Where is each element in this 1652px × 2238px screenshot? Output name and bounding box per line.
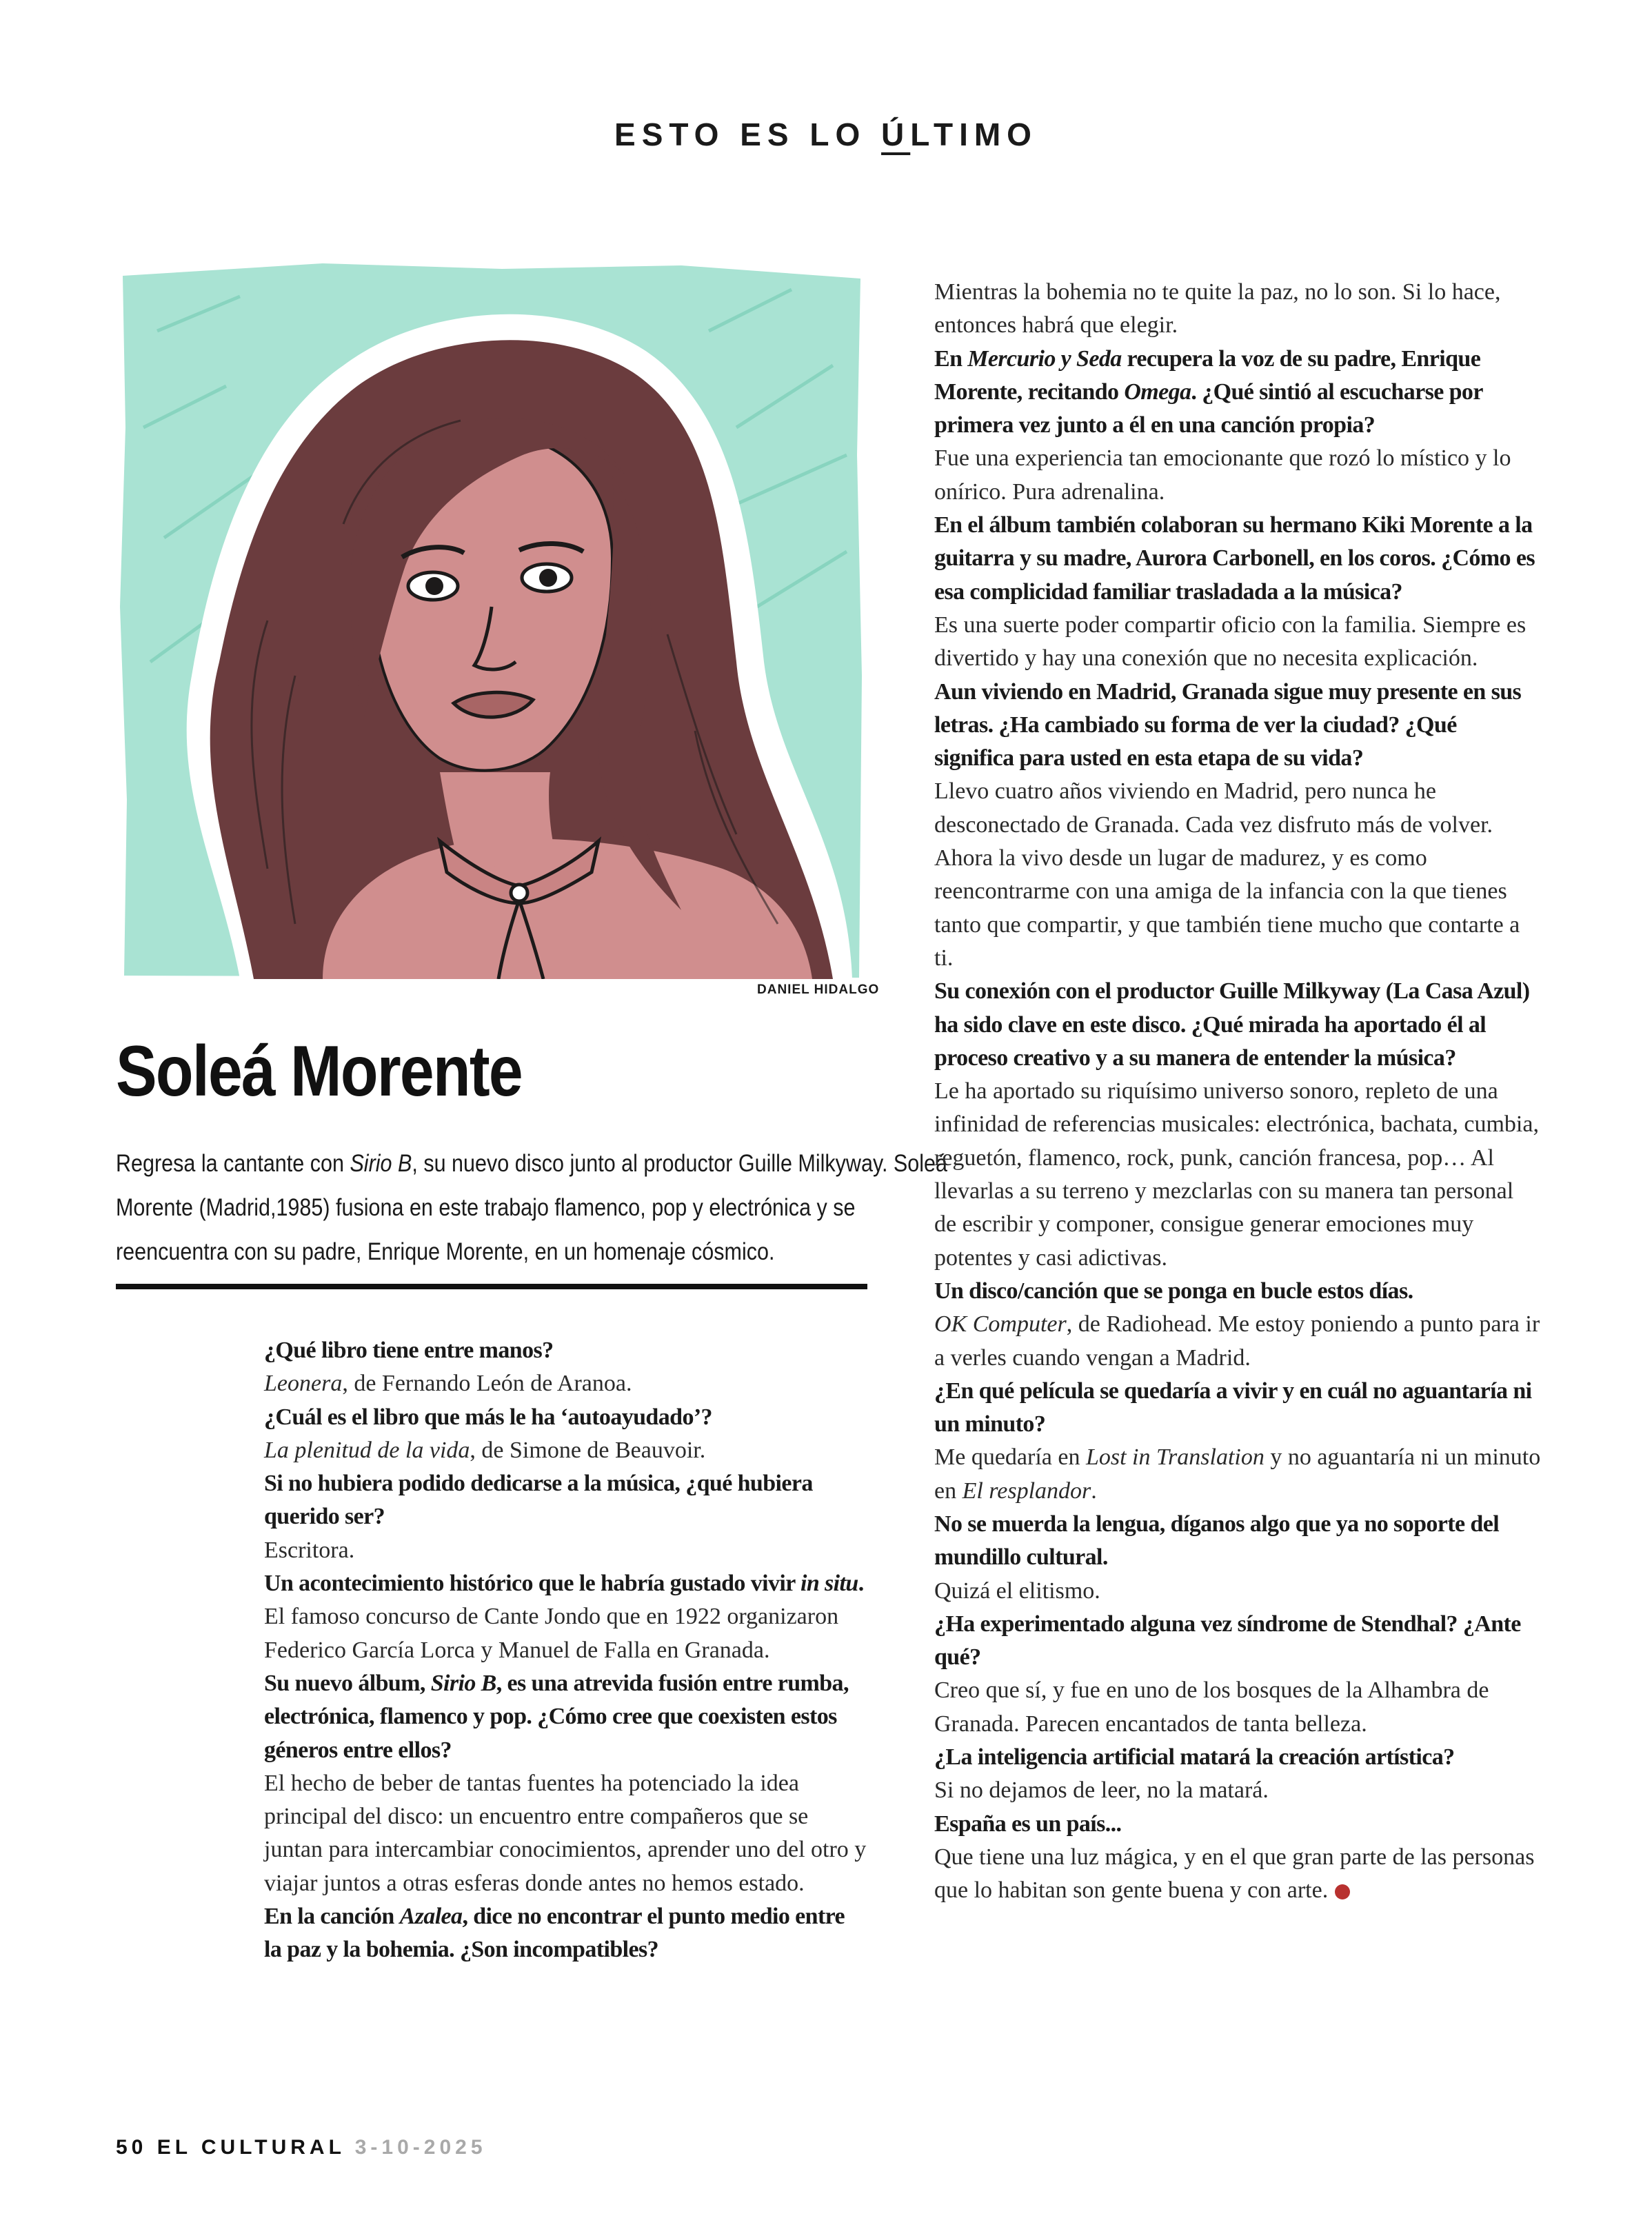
portrait-illustration — [116, 248, 867, 979]
issue-date: 3-10-2025 — [354, 2136, 487, 2159]
text-run: El hecho de beber de tantas fuentes ha potenciado la idea principal del disco: un encuentro entre compañeros que se juntan para intercambiar conocimientos, aprender uno del otro y viajar juntos a otras esferas donde antes no hemos estado. — [264, 1770, 867, 1896]
text-run: Me quedaría en — [934, 1444, 1086, 1471]
text-run: , dice no encontrar el punto medio entre la paz y la bohemia. ¿Son incompatibles? — [264, 1904, 845, 1963]
page-number: 50 — [116, 2136, 148, 2159]
portrait-svg — [116, 248, 867, 979]
text-run: y no aguantaría ni un minuto en — [934, 1444, 1541, 1504]
text-run: En la canción — [264, 1904, 400, 1930]
text-run: ¿Qué libro tiene entre manos? — [264, 1338, 554, 1363]
text-run: Su conexión con el productor Guille Milkyway (La Casa Azul) ha sido clave en este disco. ¿Qué mirada ha aportado él al proceso creativo y a su manera de entender la música? — [934, 978, 1530, 1071]
text-run: , de Radiohead. Me estoy poniendo a punto para ir a verles cuando vengan a Madrid. — [934, 1311, 1540, 1371]
italic-title: OK Computer — [934, 1311, 1067, 1338]
italic-title: Sirio B — [350, 1149, 412, 1177]
interview-answer — [934, 775, 1541, 975]
eye-right-pupil — [539, 569, 557, 587]
interview-answer — [264, 1434, 867, 1467]
interview-answer — [934, 1774, 1541, 1807]
interview-question — [934, 1508, 1541, 1575]
interview-question — [934, 676, 1541, 776]
text-run: España es un país... — [934, 1811, 1122, 1837]
text-run: Mientras la bohemia no te quite la paz, no lo son. Si lo hace, entonces habrá que elegir. — [934, 279, 1501, 339]
interview-question — [934, 1608, 1541, 1675]
text-run: Si no dejamos de leer, no la matará. — [934, 1777, 1269, 1804]
section-header — [0, 116, 1652, 153]
italic-title: Mercurio y Seda — [967, 345, 1122, 372]
interview-answer — [934, 1075, 1541, 1275]
text-run: El famoso concurso de Cante Jondo que en 1922 organizaron Federico García Lorca y Manuel de Falla en Granada. — [264, 1604, 839, 1663]
italic-title: El resplandor — [962, 1478, 1091, 1504]
text-run: Llevo cuatro años viviendo en Madrid, pero nunca he desconectado de Granada. Cada vez disfruto más de volver. Ahora la vivo desde un lugar de madurez, y es como reencontrarme con una amiga de la infancia con la que tienes tanto que compartir, y que también tiene mucho que contarte a ti. — [934, 778, 1520, 971]
text-run: No se muerda la lengua, díganos algo que ya no soporte del mundillo cultural. — [934, 1511, 1500, 1571]
text-run: . ¿Qué sintió al escucharse por primera vez junto a él en una canción propia? — [934, 379, 1483, 438]
italic-title: Leonera — [264, 1371, 343, 1397]
text-run: recupera la voz de su padre, Enrique Morente, recitando — [934, 345, 1481, 405]
interview-question — [934, 1741, 1541, 1774]
interview-answer — [934, 1674, 1541, 1741]
end-mark-icon — [1335, 1884, 1350, 1899]
text-run: ¿Cuál es el libro que más le ha ‘autoayudado’? — [264, 1404, 712, 1430]
italic-title: in situ — [800, 1571, 858, 1597]
lede-text — [116, 1141, 958, 1273]
interview-question — [934, 975, 1541, 1075]
text-run: ¿En qué película se quedaría a vivir y en cuál no aguantaría ni un minuto? — [934, 1378, 1532, 1438]
text-run: Regresa la cantante con — [116, 1149, 350, 1177]
text-run: Es una suerte poder compartir oficio con la familia. Siempre es divertido y hay una conexión que no necesita explicación. — [934, 612, 1527, 672]
interview-question — [264, 1467, 867, 1534]
text-run: ¿Ha experimentado alguna vez síndrome de Stendhal? ¿Ante qué? — [934, 1611, 1521, 1671]
italic-title: Sirio B — [430, 1670, 496, 1696]
italic-title: La plenitud de la vida — [264, 1437, 470, 1463]
text-run: Le ha aportado su riquísimo universo sonoro, repleto de una infinidad de referencias musicales: electrónica, bachata, cumbia, reguetón, flamenco, rock, punk, canción francesa, pop… Al llevarlas a su terreno y mezclarlas con su manera tan personal de escribir y componer, consigue generar emociones muy potentes y casi adictivas. — [934, 1078, 1539, 1271]
interview-question — [264, 1900, 867, 1967]
interview-question — [934, 1375, 1541, 1442]
interviewee-name: Soleá Morente — [116, 1031, 522, 1111]
text-run: Si no hubiera podido dedicarse a la música, ¿qué hubiera querido ser? — [264, 1471, 813, 1530]
interview-question — [264, 1401, 867, 1434]
interview-answer — [934, 1308, 1541, 1375]
interview-answer — [934, 276, 1541, 343]
collar-button — [511, 885, 527, 901]
section-header-underlined: Ú — [881, 117, 911, 152]
text-run: Su nuevo álbum, — [264, 1670, 431, 1696]
text-run: . — [1091, 1478, 1097, 1504]
italic-title: Azalea — [399, 1904, 463, 1930]
interview-question — [934, 1275, 1541, 1308]
interview-answer — [264, 1534, 867, 1567]
interview-question — [264, 1334, 867, 1367]
text-run: Quizá el elitismo. — [934, 1577, 1100, 1604]
interview-answer — [934, 1441, 1541, 1508]
page-footer — [116, 2136, 487, 2159]
interview-question — [934, 343, 1541, 443]
text-run: Aun viviendo en Madrid, Granada sigue muy presente en sus letras. ¿Ha cambiado su forma de ver la ciudad? ¿Qué significa para usted en esta etapa de su vida? — [934, 678, 1522, 772]
section-header-suffix: LTIMO — [910, 117, 1038, 152]
italic-title: Omega — [1124, 379, 1191, 405]
interview-answer — [264, 1767, 867, 1900]
text-run: Escritora. — [264, 1537, 355, 1563]
text-run: ¿La inteligencia artificial matará la creación artística? — [934, 1744, 1455, 1771]
text-run: , es una atrevida fusión entre rumba, electrónica, flamenco y pop. ¿Cómo cree que coexisten estos géneros entre ellos? — [264, 1670, 849, 1763]
lede-paragraph — [116, 1141, 958, 1273]
interview-question — [264, 1667, 867, 1767]
text-run: Un acontecimiento histórico que le habría gustado vivir — [264, 1571, 800, 1597]
interview-answer — [264, 1367, 867, 1400]
interview-right-column — [934, 276, 1541, 1908]
text-run: En el álbum también colaboran su hermano Kiki Morente a la guitarra y su madre, Aurora Carbonell, en los coros. ¿Cómo es esa complicidad familiar trasladada a la música? — [934, 512, 1535, 605]
interview-left-column — [264, 1334, 867, 1967]
magazine-name: EL CULTURAL — [157, 2136, 345, 2159]
text-run: Creo que sí, y fue en uno de los bosques de la Alhambra de Granada. Parecen encantados de tanta belleza. — [934, 1677, 1489, 1737]
text-run: , de Fernando León de Aranoa. — [342, 1371, 632, 1397]
section-header-prefix: ESTO ES LO — [614, 117, 882, 152]
text-run: , su nuevo disco junto al productor Guille Milkyway. Soleá Morente (Madrid,1985) fusiona en este trabajo flamenco, pop y electrónica y se reencuentra con su padre, Enrique Morente, en un homenaje cósmico. — [116, 1149, 948, 1265]
text-run: En — [934, 345, 968, 372]
text-run: Fue una experiencia tan emocionante que rozó lo místico y lo onírico. Pura adrenalina. — [934, 445, 1511, 505]
text-run: , de Simone de Beauvoir. — [470, 1437, 706, 1463]
illustration-credit: DANIEL HIDALGO — [757, 982, 880, 997]
interview-question — [264, 1567, 867, 1600]
interview-question — [934, 509, 1541, 609]
interview-answer — [934, 442, 1541, 509]
interview-answer — [264, 1600, 867, 1667]
text-run: Un disco/canción que se ponga en bucle estos días. — [934, 1278, 1413, 1304]
eye-left-pupil — [425, 577, 443, 595]
text-run: Que tiene una luz mágica, y en el que gran parte de las personas que lo habitan son gente buena y con arte. — [934, 1844, 1535, 1904]
interview-answer — [934, 1841, 1541, 1908]
interview-question — [934, 1808, 1541, 1841]
divider-rule — [116, 1284, 867, 1289]
italic-title: Lost in Translation — [1085, 1444, 1265, 1471]
interview-answer — [934, 1575, 1541, 1608]
text-run: . — [858, 1571, 864, 1597]
interview-answer — [934, 609, 1541, 676]
